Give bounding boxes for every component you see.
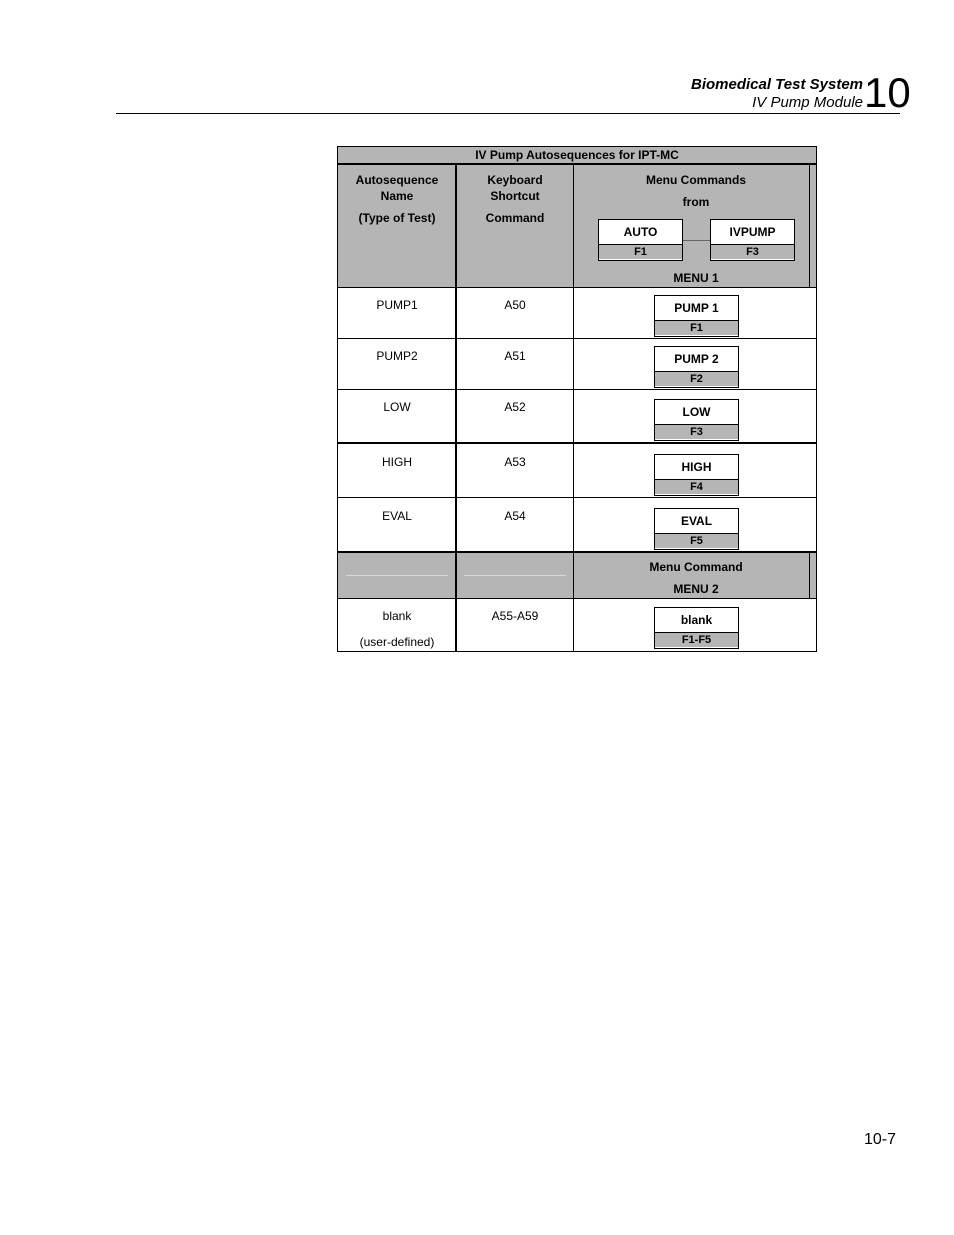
col2-header-line1: Keyboard	[487, 173, 543, 187]
right-inner-rule	[809, 164, 810, 288]
col1-divider	[455, 164, 457, 651]
table-caption: IV Pump Autosequences for IPT-MC	[475, 148, 679, 162]
low-softkey-label: LOW	[655, 400, 738, 425]
row3-rule	[338, 442, 816, 444]
menu2-header-line1: Menu Command	[649, 560, 743, 574]
running-header-title: Biomedical Test System	[690, 76, 863, 93]
ivpump-softkey-fn: F3	[711, 245, 794, 259]
low-softkey-fn: F3	[655, 425, 738, 439]
header-bottom-rule	[338, 287, 816, 288]
last-row-name-note: (user-defined)	[359, 635, 435, 649]
right-inner-rule-menu2	[809, 552, 810, 598]
pump2-softkey-fn: F2	[655, 372, 738, 386]
row3-cmd: A52	[504, 400, 526, 414]
eval-softkey-fn: F5	[655, 534, 738, 548]
chapter-number: 10	[864, 69, 911, 116]
col2-header-line2: Shortcut	[490, 189, 540, 203]
pump1-softkey-label: PUMP 1	[655, 296, 738, 321]
menu2-ghost-line-col2	[464, 575, 566, 576]
col2-header-line3: Command	[485, 211, 545, 225]
auto-softkey-fn: F1	[599, 245, 682, 259]
header-rule	[116, 113, 900, 114]
row4-cmd: A53	[504, 455, 526, 469]
menu2-band-rule	[338, 598, 816, 599]
page-number: 10-7	[864, 1131, 897, 1148]
ivpump-softkey	[710, 219, 795, 261]
row3-name: LOW	[383, 400, 411, 414]
blank-softkey-fn: F1-F5	[655, 633, 738, 647]
high-softkey-label: HIGH	[655, 455, 738, 480]
pump1-softkey	[654, 295, 739, 337]
high-softkey	[654, 454, 739, 496]
row4-rule	[338, 497, 816, 498]
auto-softkey	[598, 219, 683, 261]
running-header-subtitle: IV Pump Module	[752, 94, 863, 111]
col3-header-line1: Menu Commands	[645, 173, 746, 187]
eval-softkey-label: EVAL	[655, 509, 738, 534]
menu2-header-line2: MENU 2	[673, 582, 719, 596]
last-row-cmd: A55-A59	[491, 609, 539, 623]
caption-rule	[338, 163, 816, 165]
high-softkey-fn: F4	[655, 480, 738, 494]
autosequence-table	[337, 146, 817, 652]
row5-name: EVAL	[382, 509, 412, 523]
pump2-softkey	[654, 346, 739, 388]
auto-softkey-label: AUTO	[599, 220, 682, 245]
row5-cmd: A54	[504, 509, 526, 523]
row4-name: HIGH	[382, 455, 412, 469]
menu2-ghost-line-col1	[346, 575, 448, 576]
pump1-softkey-fn: F1	[655, 321, 738, 335]
row1-rule	[338, 338, 816, 339]
row1-name: PUMP1	[376, 298, 418, 312]
col1-header-line3: (Type of Test)	[358, 211, 436, 225]
softkey-connector	[683, 240, 710, 241]
menu1-label: MENU 1	[673, 271, 719, 285]
low-softkey	[654, 399, 739, 441]
ivpump-softkey-label: IVPUMP	[711, 220, 794, 245]
col3-header-line2: from	[682, 195, 710, 209]
row2-cmd: A51	[504, 349, 526, 363]
blank-softkey	[654, 607, 739, 649]
col2-divider	[573, 164, 574, 651]
row2-rule	[338, 389, 816, 390]
col1-header-line2: Name	[380, 189, 414, 203]
pump2-softkey-label: PUMP 2	[655, 347, 738, 372]
eval-softkey	[654, 508, 739, 550]
last-row-name: blank	[382, 609, 412, 623]
col1-header-line1: Autosequence	[355, 173, 439, 187]
row2-name: PUMP2	[376, 349, 418, 363]
blank-softkey-label: blank	[655, 608, 738, 633]
row1-cmd: A50	[504, 298, 526, 312]
